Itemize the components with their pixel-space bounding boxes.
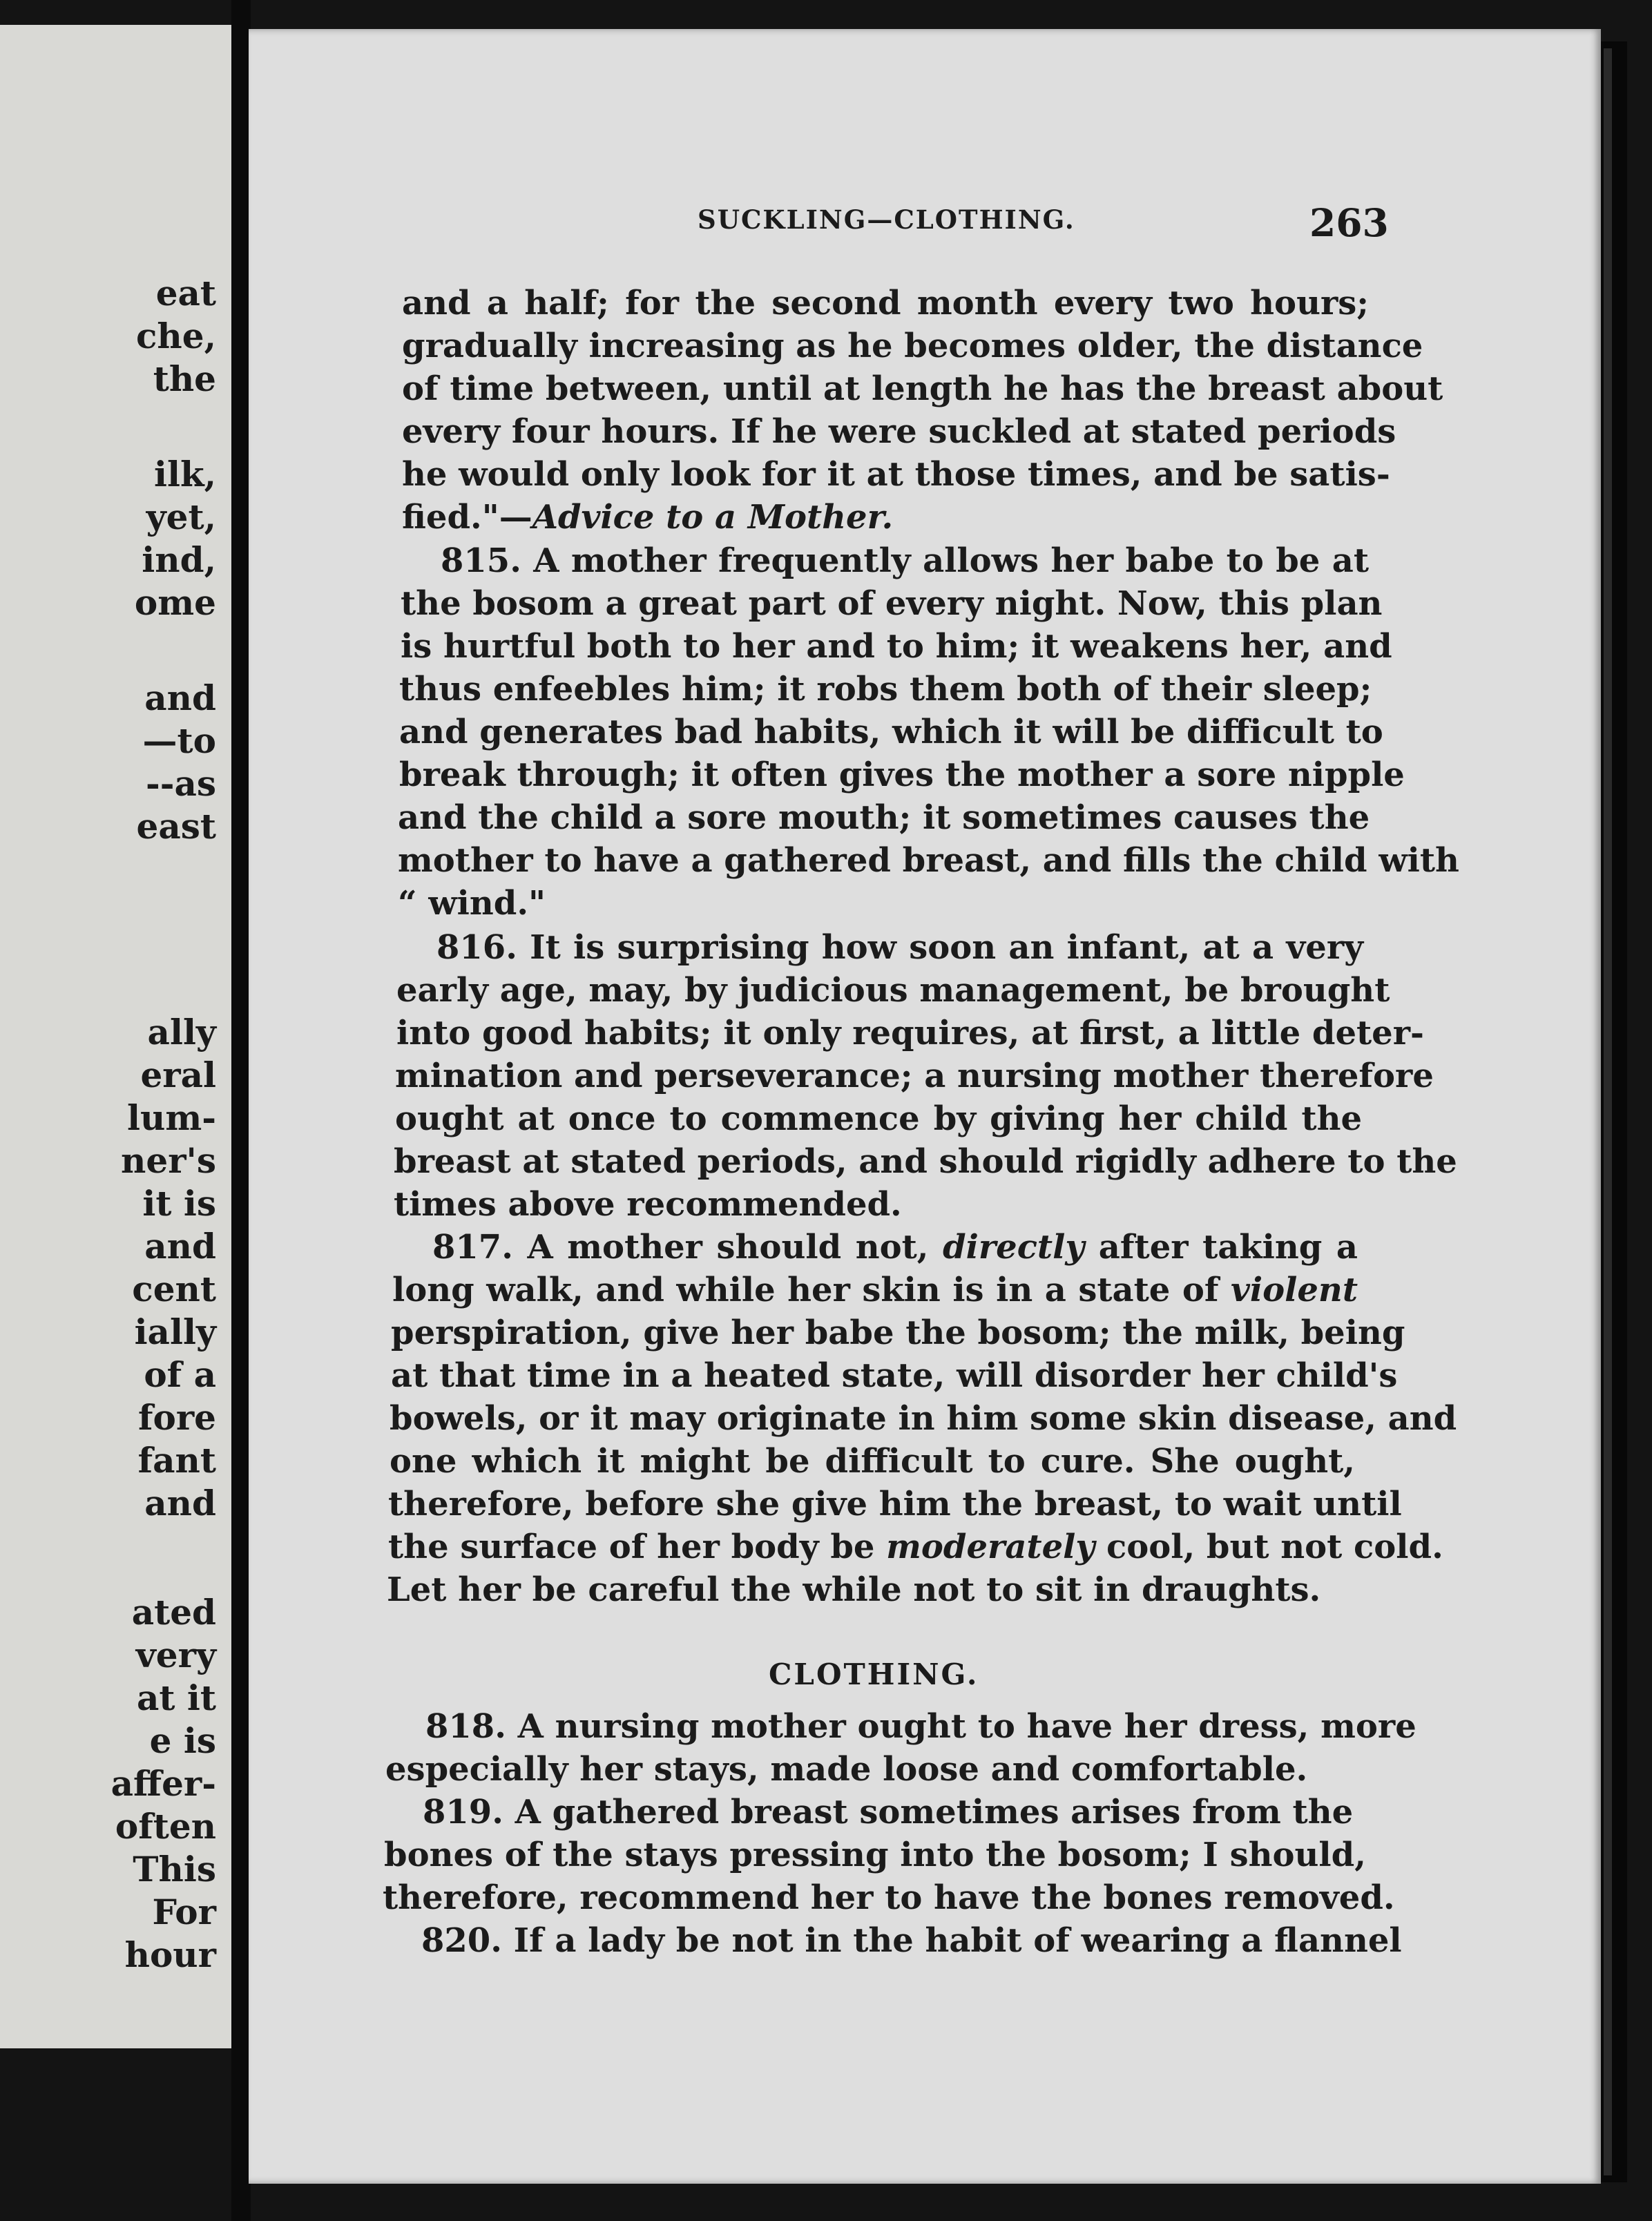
left-page-text-fragment: —to	[142, 720, 216, 761]
text-line: of time between, until at length he has the breast about	[402, 369, 1443, 408]
text-line: breast at stated periods, and should rigidly adhere to the	[394, 1142, 1457, 1181]
text-line: he would only look for it at those times, and be satis-	[402, 455, 1390, 494]
text-run: fied."—	[402, 498, 532, 537]
left-page-text-fragment: ome	[134, 582, 216, 623]
left-page-text-fragment: hour	[124, 1934, 216, 1975]
text-line: every four hours. If he were suckled at stated periods	[402, 412, 1396, 451]
text-line: and the child a sore mouth; it sometimes causes the	[398, 798, 1370, 837]
text-line: ought at once to commence by giving her child the	[395, 1099, 1362, 1138]
paragraph-817-line	[432, 1228, 1358, 1267]
left-page-text-fragment: and	[144, 1483, 216, 1523]
text-line: thus enfeebles him; it robs them both of their sleep;	[399, 670, 1372, 709]
left-page-text-fragment: of a	[144, 1354, 216, 1395]
text-line: bones of the stays pressing into the bosom; I should,	[384, 1836, 1366, 1874]
left-page-text-fragment: cent	[132, 1269, 216, 1309]
emphasis-violent: violent	[1231, 1271, 1358, 1309]
text-line: is hurtful both to her and to him; it weakens her, and	[401, 627, 1392, 666]
text-line: early age, may, by judicious management, be brought	[396, 971, 1390, 1010]
emphasis-directly: directly	[943, 1228, 1085, 1267]
advice-citation: Advice to a Mother.	[532, 498, 894, 537]
left-page-text-fragment: ally	[147, 1012, 216, 1052]
text-line: mother to have a gathered breast, and fills the child with	[398, 841, 1459, 880]
text-line: therefore, before she give him the breast, to wait until	[388, 1485, 1402, 1523]
left-page-text-fragment: ilk,	[153, 454, 216, 494]
text-line: and generates bad habits, which it will be difficult to	[399, 713, 1383, 751]
text-run: 817. A mother should not,	[432, 1228, 943, 1267]
left-page-text-fragment: ind,	[142, 539, 216, 580]
left-page-text-fragment: it is	[142, 1183, 216, 1224]
left-page-text-fragment: affer-	[111, 1763, 216, 1804]
text-line	[402, 498, 894, 537]
emphasis-moderately: moderately	[886, 1528, 1095, 1566]
left-page-text-fragment: very	[135, 1635, 216, 1675]
text-line: “ wind."	[398, 884, 546, 923]
text-line	[388, 1528, 1443, 1566]
text-line: perspiration, give her babe the bosom; the milk, being	[391, 1314, 1405, 1352]
text-line: times above recommended.	[394, 1185, 902, 1224]
left-page-text-fragment: fant	[137, 1440, 216, 1481]
running-title: SUCKLING—CLOTHING.	[698, 204, 1075, 235]
left-page-text-fragment: e is	[149, 1720, 216, 1761]
text-line: break through; it often gives the mother a sore nipple	[399, 756, 1405, 794]
left-page-text-fragment: For	[152, 1892, 216, 1932]
page-edge-line	[1604, 48, 1612, 2175]
paragraph-816-line: 816. It is surprising how soon an infant, at a very	[436, 928, 1363, 967]
left-page-text-fragment: This	[133, 1849, 216, 1890]
left-page-text-fragment: often	[115, 1806, 216, 1847]
left-page-text-fragment: and	[144, 677, 216, 718]
left-page-fragment	[0, 25, 231, 2048]
text-run: after taking a	[1084, 1228, 1358, 1267]
left-page-text-fragment: east	[136, 806, 216, 847]
text-line: especially her stays, made loose and comfortable.	[385, 1750, 1308, 1789]
left-page-text-fragment: fore	[137, 1397, 216, 1438]
text-line: and a half; for the second month every two hours;	[402, 284, 1369, 323]
left-page-text-fragment: ially	[134, 1311, 216, 1352]
paragraph-819-line: 819. A gathered breast sometimes arises from the	[423, 1793, 1354, 1831]
text-line: bowels, or it may originate in him some skin disease, and	[390, 1399, 1457, 1438]
left-page-text-fragment: --as	[145, 763, 216, 804]
text-line: one which it might be difficult to cure. She ought,	[390, 1442, 1355, 1481]
text-run: cool, but not cold.	[1095, 1528, 1443, 1566]
text-line: into good habits; it only requires, at first, a little deter-	[396, 1014, 1424, 1052]
text-line	[392, 1273, 1358, 1307]
left-page-text-fragment: che,	[135, 316, 216, 356]
text-line: gradually increasing as he becomes older, the distance	[402, 327, 1423, 365]
left-page-text-fragment: eat	[155, 273, 216, 314]
text-run: the surface of her body be	[388, 1528, 887, 1566]
section-title: CLOTHING.	[769, 1657, 979, 1691]
text-line: the bosom a great part of every night. Now, this plan	[401, 584, 1383, 623]
left-page-text-fragment: ated	[131, 1592, 216, 1633]
left-page-text-fragment: lum-	[126, 1097, 216, 1138]
page-number: 263	[1309, 200, 1389, 245]
text-line: Let her be careful the while not to sit in draughts.	[387, 1570, 1321, 1609]
left-page-text-fragment: ner's	[121, 1140, 216, 1181]
text-line: mination and perseverance; a nursing mother therefore	[395, 1057, 1434, 1095]
left-page-text-fragment: and	[144, 1226, 216, 1267]
book-gutter	[231, 0, 251, 2221]
left-page-text-fragment: yet,	[146, 497, 216, 537]
paragraph-818-line: 818. A nursing mother ought to have her dress, more	[425, 1707, 1416, 1746]
text-line: at that time in a heated state, will disorder her child's	[391, 1356, 1398, 1395]
left-page-text-fragment: the	[153, 358, 216, 399]
text-line: therefore, recommend her to have the bones removed.	[383, 1878, 1395, 1917]
paragraph-815-line: 815. A mother frequently allows her babe to be at	[441, 541, 1369, 580]
paragraph-820-line: 820. If a lady be not in the habit of wearing a flannel	[421, 1921, 1402, 1960]
text-run: long walk, and while her skin is in a state of	[392, 1271, 1231, 1309]
left-page-text-fragment: eral	[140, 1055, 216, 1095]
left-page-text-fragment: at it	[137, 1677, 216, 1718]
